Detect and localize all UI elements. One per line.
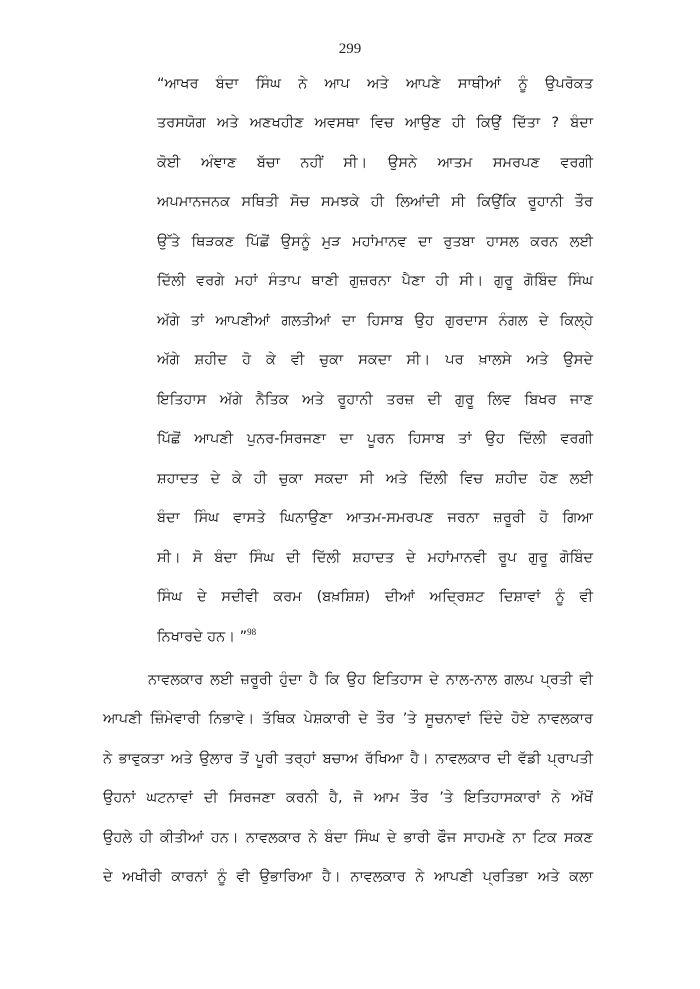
paragraph-line: ਆਪਣੀ ਜ਼ਿੰਮੇਵਾਰੀ ਨਿਭਾਵੇ। ਤੱਥਿਕ ਪੇਸ਼ਕਾਰੀ ਦੇ ਤੌਰ ’ਤੇ ਸੂਚਨਾਵਾਂ ਦਿੰਦੇ ਹੋਏ ਨਾਵਲਕਾਰ xyxy=(103,711,593,727)
quote-line: ਤਰਸਯੋਗ ਅਤੇ ਅਣਖਹੀਣ ਅਵਸਥਾ ਵਿਚ ਆਉਣ ਹੀ ਕਿਉਂ ਦਿੱਤਾ ? ਬੰਦਾ xyxy=(157,115,593,131)
quote-last-line xyxy=(157,627,593,647)
quote-line: ਸ਼ਹਾਦਤ ਦੇ ਕੇ ਹੀ ਚੁਕਾ ਸਕਦਾ ਸੀ ਅਤੇ ਦਿੱਲੀ ਵਿਚ ਸ਼ਹੀਦ ਹੋਣ ਲਈ xyxy=(157,471,593,487)
quote-line: ਉੱਤੇ ਥਿੜਕਣ ਪਿੱਛੋਂ ਉਸਨੂੰ ਮੁੜ ਮਹਾਂਮਾਨਵ ਦਾ ਰੁਤਬਾ ਹਾਸਲ ਕਰਨ ਲਈ xyxy=(157,234,593,250)
quote-line: ਅੱਗੇ ਸ਼ਹੀਦ ਹੋ ਕੇ ਵੀ ਚੁਕਾ ਸਕਦਾ ਸੀ। ਪਰ ਖ਼ਾਲਸੇ ਅਤੇ ਉਸਦੇ xyxy=(157,352,593,368)
quote-line: ਸੀ। ਸੋ ਬੰਦਾ ਸਿੰਘ ਦੀ ਦਿੱਲੀ ਸ਼ਹਾਦਤ ਦੇ ਮਹਾਂਮਾਨਵੀ ਰੂਪ ਗੁਰੂ ਗੋਬਿੰਦ xyxy=(157,550,593,566)
quote-line: ਕੋਈ ਅੰਞਾਣ ਬੱਚਾ ਨਹੀਂ ਸੀ। ਉਸਨੇ ਆਤਮ ਸਮਰਪਣ ਵਰਗੀ xyxy=(157,155,593,171)
paragraph-line: ਉਹਲੇ ਹੀ ਕੀਤੀਆਂ ਹਨ। ਨਾਵਲਕਾਰ ਨੇ ਬੰਦਾ ਸਿੰਘ ਦੇ ਭਾਰੀ ਫੌਜ ਸਾਹਮਣੇ ਨਾ ਟਿਕ ਸਕਣ xyxy=(103,830,593,846)
paragraph-line: ਉਹਨਾਂ ਘਟਨਾਵਾਂ ਦੀ ਸਿਰਜਣਾ ਕਰਨੀ ਹੈ, ਜੋ ਆਮ ਤੌਰ ’ਤੇ ਇਤਿਹਾਸਕਾਰਾਂ ਨੇ ਅੱਖੋਂ xyxy=(103,790,593,806)
quote-line: ਅੱਗੇ ਤਾਂ ਆਪਣੀਆਂ ਗਲਤੀਆਂ ਦਾ ਹਿਸਾਬ ਉਹ ਗੁਰਦਾਸ ਨੰਗਲ ਦੇ ਕਿਲ੍ਹੇ xyxy=(157,313,593,329)
page-number: 299 xyxy=(338,41,362,57)
quote-line: ਪਿੱਛੋਂ ਆਪਣੀ ਪੁਨਰ-ਸਿਰਜਣਾ ਦਾ ਪੂਰਨ ਹਿਸਾਬ ਤਾਂ ਉਹ ਦਿੱਲੀ ਵਰਗੀ xyxy=(157,431,593,447)
quote-line: ਦਿੱਲੀ ਵਰਗੇ ਮਹਾਂ ਸੰਤਾਪ ਥਾਣੀ ਗੁਜ਼ਰਨਾ ਪੈਣਾ ਹੀ ਸੀ। ਗੁਰੂ ਗੋਬਿੰਦ ਸਿੰਘ xyxy=(157,273,593,289)
quote-line: ਬੰਦਾ ਸਿੰਘ ਵਾਸਤੇ ਘਿਨਾਉਣਾ ਆਤਮ-ਸਮਰਪਣ ਜਰਨਾ ਜ਼ਰੂਰੀ ਹੋ ਗਿਆ xyxy=(157,510,593,526)
paragraph-line: ਨਾਵਲਕਾਰ ਲਈ ਜ਼ਰੂਰੀ ਹੁੰਦਾ ਹੈ ਕਿ ਉਹ ਇਤਿਹਾਸ ਦੇ ਨਾਲ-ਨਾਲ ਗਲਪ ਪ੍ਰਤੀ ਵੀ xyxy=(148,672,593,688)
quote-line: ਸਿੰਘ ਦੇ ਸਦੀਵੀ ਕਰਮ (ਬਖ਼ਸ਼ਿਸ਼) ਦੀਆਂ ਅਦ੍ਰਿਸ਼ਟ ਦਿਸ਼ਾਵਾਂ ਨੂੰ ਵੀ xyxy=(157,589,593,605)
footnote-reference[interactable]: 98 xyxy=(247,627,257,638)
quote-line: ਇਤਿਹਾਸ ਅੱਗੇ ਨੈਤਿਕ ਅਤੇ ਰੂਹਾਨੀ ਤਰਜ਼ ਦੀ ਗੁਰੂ ਲਿਵ ਬਿਖਰ ਜਾਣ xyxy=(157,392,593,408)
quote-line-text: ਨਿਖਾਰਦੇ ਹਨ। ” xyxy=(157,629,248,645)
quote-line: ਅਪਮਾਨਜਨਕ ਸਥਿਤੀ ਸੋਚ ਸਮਝਕੇ ਹੀ ਲਿਆਂਦੀ ਸੀ ਕਿਉਂਕਿ ਰੂਹਾਨੀ ਤੌਰ xyxy=(157,194,593,210)
quote-line: “ਆਖਰ ਬੰਦਾ ਸਿੰਘ ਨੇ ਆਪ ਅਤੇ ਆਪਣੇ ਸਾਥੀਆਂ ਨੂੰ ਉਪਰੋਕਤ xyxy=(157,76,593,92)
paragraph-line: ਨੇ ਭਾਵੁਕਤਾ ਅਤੇ ਉਲਾਰ ਤੋਂ ਪੂਰੀ ਤਰ੍ਹਾਂ ਬਚਾਅ ਰੱਖਿਆ ਹੈ। ਨਾਵਲਕਾਰ ਦੀ ਵੱਡੀ ਪ੍ਰਾਪਤੀ xyxy=(103,751,593,767)
paragraph-line: ਦੇ ਅਖੀਰੀ ਕਾਰਨਾਂ ਨੂੰ ਵੀ ਉਭਾਰਿਆ ਹੈ। ਨਾਵਲਕਾਰ ਨੇ ਆਪਣੀ ਪ੍ਰਤਿਭਾ ਅਤੇ ਕਲਾ xyxy=(103,869,593,885)
